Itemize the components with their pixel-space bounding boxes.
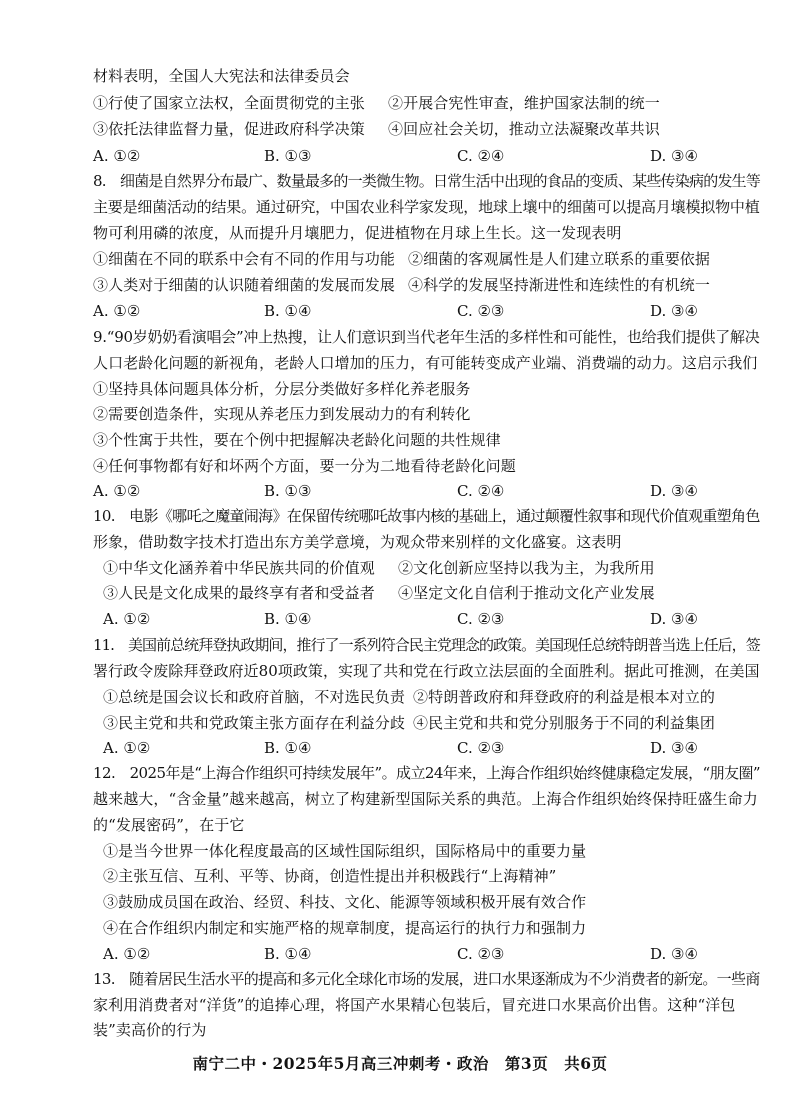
q8-stem-line-2: 主要是细菌活动的结果。通过研究，中国农业科学家发现，地球上壤中的细菌可以提高月壤模拟物中植: [93, 198, 760, 216]
q8-item-4: ④科学的发展坚持渐进性和连续性的有机统一: [408, 276, 711, 294]
q10-item-2: ②文化创新应坚持以我为主，为我所用: [398, 559, 655, 577]
q9-choice-d: D. ③④: [650, 482, 698, 500]
q12-stem-line-2: 越来越大，“含金量”越来越高，树立了构建新型国际关系的典范。上海合作组织始终保持旺盛生命力: [93, 790, 758, 808]
q8-item-3: ③人类对于细菌的认识随着细菌的发展而发展: [93, 276, 396, 294]
q9-item-1: ①坚持具体问题具体分析，分层分类做好多样化养老服务: [93, 380, 471, 398]
q12-item-4: ④在合作组织内制定和实施严格的规章制度，提高运行的执行力和强制力: [103, 919, 587, 937]
q8-choice-a: A. ①②: [93, 302, 141, 320]
q10-item-3: ③人民是文化成果的最终享有者和受益者: [103, 584, 375, 602]
q10-item-4: ④坚定文化自信利于推动文化产业发展: [398, 584, 655, 602]
q9-choice-a: A. ①②: [93, 482, 141, 500]
q11-item-4: ④民主党和共和党分别服务于不同的利益集团: [413, 714, 716, 732]
q8-item-1: ①细菌在不同的联系中会有不同的作用与功能: [93, 250, 396, 268]
q10-stem-line-2: 形象，借助数字技术打造出东方美学意境，为观众带来别样的文化盛宴。这表明: [93, 533, 622, 551]
q7-choice-a: A. ①②: [93, 147, 141, 165]
q11-choice-b: B. ①④: [264, 739, 312, 757]
q8-item-2: ②细菌的客观属性是人们建立联系的重要依据: [408, 250, 711, 268]
q10-item-1: ①中华文化涵养着中华民族共同的价值观: [103, 559, 375, 577]
q12-choice-b: B. ①④: [264, 945, 312, 963]
q12-choice-d: D. ③④: [650, 945, 698, 963]
q9-item-2: ②需要创造条件，实现从养老压力到发展动力的有利转化: [93, 405, 471, 423]
q12-choice-c: C. ②③: [457, 945, 505, 963]
q13-stem-line-2: 家利用消费者对“洋货”的追捧心理，将国产水果精心包装后，冒充进口水果高价出售。这种“洋包: [93, 996, 736, 1014]
q8-stem-line-1: 8. 细菌是自然界分布最广、数量最多的一类微生物。日常生活中出现的食品的变质、某些传染病的发生等: [93, 172, 761, 190]
q9-stem-line-2: 人口老龄化问题的新视角，老龄人口增加的压力，有可能转变成产业端、消费端的动力。这启示我们: [93, 354, 758, 372]
q11-choice-d: D. ③④: [650, 739, 698, 757]
q10-choice-b: B. ①④: [264, 610, 312, 628]
q13-stem-line-1: 13. 随着居民生活水平的提高和多元化全球化市场的发展，进口水果逐渐成为不少消费者的新宠。一些商: [93, 970, 760, 988]
q11-item-2: ②特朗普政府和拜登政府的利益是根本对立的: [413, 688, 716, 706]
q11-stem-line-2: 署行政令废除拜登政府近80项政策，实现了共和党在行政立法层面的全面胜利。据此可推测，在美国: [93, 662, 760, 680]
q12-choice-a: A. ①②: [103, 945, 151, 963]
q9-item-4: ④任何事物都有好和坏两个方面，要一分为二地看待老龄化问题: [93, 457, 516, 475]
q7-item-3: ③依托法律监督力量，促进政府科学决策: [93, 120, 365, 138]
q10-choice-d: D. ③④: [650, 610, 698, 628]
q9-choice-b: B. ①③: [264, 482, 312, 500]
q8-choice-c: C. ②③: [457, 302, 505, 320]
q12-item-2: ②主张互信、互利、平等、协商，创造性提出并积极践行“上海精神”: [103, 867, 557, 885]
q12-stem-line-3: 的“发展密码”，在于它: [93, 816, 245, 834]
q7-item-4: ④回应社会关切，推动立法凝聚改革共识: [388, 120, 660, 138]
q11-item-3: ③民主党和共和党政策主张方面存在利益分歧: [103, 714, 406, 732]
q9-item-3: ③个性寓于共性，要在个例中把握解决老龄化问题的共性规律: [93, 431, 501, 449]
q13-stem-line-3: 装”卖高价的行为: [93, 1021, 207, 1039]
page-footer: 南宁二中・2025年5月高三冲刺考・政治 第3页 共6页: [192, 1054, 608, 1073]
q7-stem-tail: 材料表明，全国人大宪法和法律委员会: [93, 67, 350, 85]
q11-item-1: ①总统是国会议长和政府首脑，不对选民负责: [103, 688, 406, 706]
q10-choice-a: A. ①②: [103, 610, 151, 628]
q7-choice-c: C. ②④: [457, 147, 505, 165]
q12-item-1: ①是当今世界一体化程度最高的区域性国际组织，国际格局中的重要力量: [103, 842, 587, 860]
q9-stem-line-1: 9.“90岁奶奶看演唱会”冲上热搜，让人们意识到当代老年生活的多样性和可能性，也给我们提供了解决: [93, 328, 760, 346]
q11-choice-a: A. ①②: [103, 739, 151, 757]
q10-choice-c: C. ②③: [457, 610, 505, 628]
q7-item-1: ①行使了国家立法权，全面贯彻党的主张: [93, 94, 365, 112]
q12-stem-line-1: 12. 2025年是“上海合作组织可持续发展年”。成立24年来，上海合作组织始终健康稳定发展，“朋友圈”: [93, 764, 760, 782]
q8-choice-d: D. ③④: [650, 302, 698, 320]
q10-stem-line-1: 10. 电影《哪吒之魔童闹海》在保留传统哪吒故事内核的基础上，通过颠覆性叙事和现代价值观重塑角色: [93, 507, 760, 525]
q7-choice-b: B. ①③: [264, 147, 312, 165]
q7-item-2: ②开展合宪性审查，维护国家法制的统一: [388, 94, 660, 112]
q12-item-3: ③鼓励成员国在政治、经贸、科技、文化、能源等领域积极开展有效合作: [103, 893, 587, 911]
q11-choice-c: C. ②③: [457, 739, 505, 757]
q7-choice-d: D. ③④: [650, 147, 698, 165]
q9-choice-c: C. ②④: [457, 482, 505, 500]
q11-stem-line-1: 11. 美国前总统拜登执政期间，推行了一系列符合民主党理念的政策。美国现任总统特朗普当选上任后，签: [93, 636, 760, 654]
q8-stem-line-3: 物可利用磷的浓度，从而提升月壤肥力，促进植物在月球上生长。这一发现表明: [93, 224, 622, 242]
q8-choice-b: B. ①④: [264, 302, 312, 320]
